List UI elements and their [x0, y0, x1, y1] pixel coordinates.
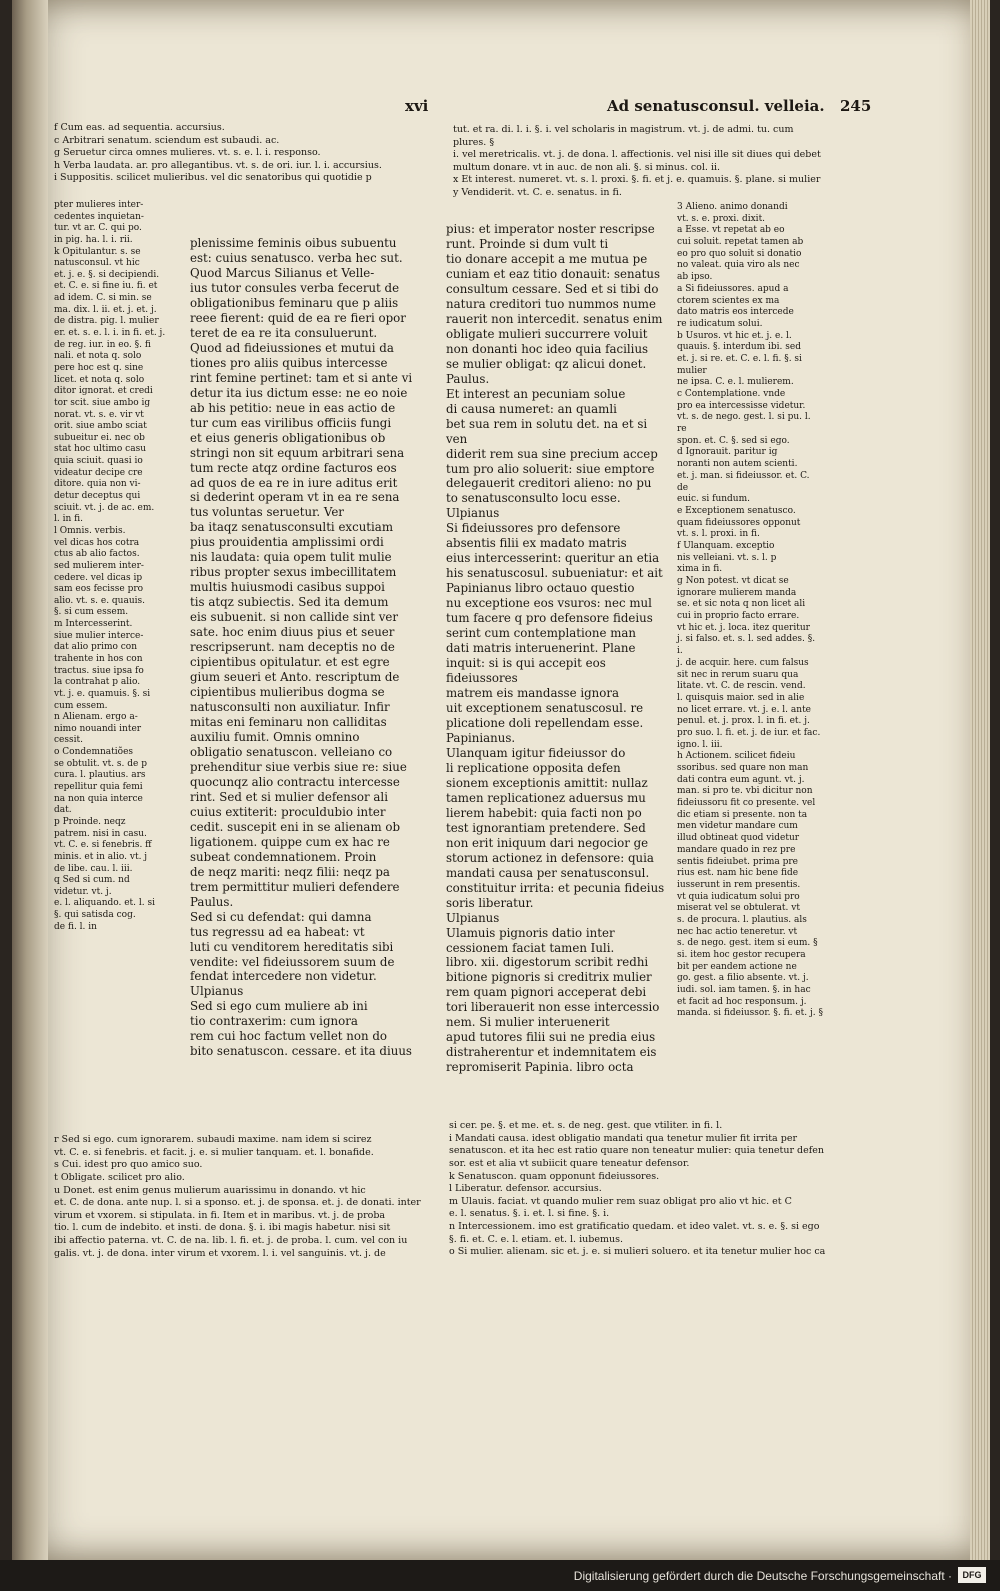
bottom-left-gloss: r Sed si ego. cum ignorarem. subaudi maxime. nam idem si scirez vt. C. e. si fenebris. et facit. j. e. si mulier tanquam. et. l. bonafide. s Cui. idest pro quo amico suo. t Obligate. scilicet pro alio. u Donet. est enim genus mulierum auarissimu in donando. vt hic et. C. de dona. ante nup. l. si a sponso. et. j. de sponsa. et. j. de donati. inter virum et vxorem. si stipulata. in fi. Item et in maribus. vt. j. de proba tio. l. cum de indebito. et insti. de dona. §. i. ibi magis habetur. nisi sit ibi affectio paterna. vt. C. de na. lib. l. fi. et. j. de proba. l. cum. vel con iu galis. vt. j. de dona. inter virum et vxorem. l. i. vel sanguinis. vt. j. de	[54, 1134, 421, 1259]
digitization-footer	[0, 1560, 1000, 1591]
main-text-column-1: plenissime feminis oibus subuentu est: cuius senatusco. verba hec sut. Quod Marcus Silianus et Velle- ius tutor consules verba fecerut de obligationibus feminaru que p aliis reee fierent: quid de ea re fieri opor teret de ea re ita consuluerunt. Quod ad fideiussiones et mutui da tiones pro aliis quibus intercesse rint femine pertinet: tam et si ante vi detur ita ius dictum esse: ne eo noie ab his petitio: neue in eas actio de tur cum eas virilibus officiis fungi et eius generis obligationibus ob stringi non sit equum arbitrari sena tum recte atqz ordine facturos eos ad quos de ea re in iure aditus erit si dederint operam vt in ea re sena tus voluntas seruetur. Ver ba itaqz senatusconsulti excutiam pius prouidentia amplissimi ordi nis laudata: quia opem tulit mulie ribus propter sexus imbecillitatem multis huiusmodi casibus suppoi tis atqz subiectis. Sed ita demum eis subuenit. si non callide sint ver sate. hoc enim diuus pius et seuer rescripserunt. nam deceptis no de cipientibus opitulatur. et est egre gium seueri et Anto. rescriptum de cipientibus mulieribus dogma se natusconsulti non auxiliatur. Infir mitas eni feminaru non calliditas auxiliu fumit. Omnis omnino obligatio senatuscon. velleiano co prehenditur siue verbis siue re: siue quocunqz alio contractu intercesse rint. Sed et si mulier defensor ali cuius extiterit: proculdubio inter cedit. suscepit eni in se alienam ob ligationem. quippe cum ex hac re subeat condemnationem. Proin de neqz mariti: neqz filii: neqz pa trem permittitur mulieri defendere Paulus. Sed si cu defendat: qui damna tus regressu ad ea habeat: vt luti cu venditorem hereditatis sibi vendite: vel fideiussorem suum de fendat intercedere non videtur. Ulpianus Sed si ego cum muliere ab ini tio contraxerim: cum ignora rem cui hoc factum vellet non do bito senatuscon. cessare. et ita diuus	[190, 236, 413, 1059]
left-margin-gloss: pter mulieres inter- cedentes inquietan- tur. vt ar. C. qui po. in pig. ha. l. i. rii. k Opitulantur. s. se natusconsul. vt hic et. j. e. §. si decipiendi. et. C. e. si fine iu. fi. et ad idem. C. si min. se ma. dix. l. ii. et. j. et. j. de distra. pig. l. mulier er. et. s. e. l. i. in fi. et. j. de reg. iur. in eo. §. fi nali. et nota q. solo pere hoc est q. sine licet. et nota q. solo ditor ignorat. et credi tor scit. siue ambo ig norat. vt. s. e. vir vt orit. siue ambo sciat subueitur ei. nec ob stat hoc ultimo casu quia sciuit. quasi io videatur decipe cre ditore. quia non vi- detur deceptus qui sciuit. vt. j. de ac. em. l. in fi. l Omnis. verbis. vel dicas hos cotra ctus ab alio factos. sed mulierem inter- cedere. vel dicas ip sam eos fecisse pro alio. vt. s. e. quauis. §. si cum essem. m Intercesserint. siue mulier interce- dat alio primo con trahente in hos con tractus. siue ipsa fo la contrahat p alio. vt. j. e. quamuis. §. si cum essem. n Alienam. ergo a- nimo nouandi inter cessit. o Condemnatiões se obtulit. vt. s. de p cura. l. plautius. ars repellitur quia femi na non quia interce dat. p Proinde. neqz patrem. nisi in casu. vt. C. e. si fenebris. ff minis. et in alio. vt. j de libe. cau. l. iii. q Sed si cum. nd videtur. vt. j. e. l. aliquando. et. l. si §. qui satisda cog. de fi. l. in	[54, 200, 166, 932]
book-page	[12, 0, 990, 1560]
running-title: Ad senatusconsul. velleia.	[607, 97, 825, 115]
page-number: 245	[840, 97, 872, 115]
top-right-gloss: tut. et ra. di. l. i. §. i. vel scholaris in magistrum. vt. j. de admi. tu. cum plures. § i. vel meretricalis. vt. j. de dona. l. affectionis. vel nisi ille sit diues qui debet multum donare. vt in auc. de non ali. §. si minus. col. ii. x Et interest. numeret. vt. s. l. proxi. §. fi. et j. e. quamuis. §. plane. si mulier y Vendiderit. vt. C. e. senatus. in fi.	[453, 124, 821, 198]
page-gutter	[12, 0, 48, 1560]
main-text-column-2: pius: et imperator noster rescripse runt. Proinde si dum vult ti tio donare accepit a me mutua pe cuniam et eaz titio donauit: senatus consultum cessare. Sed et si tibi do natura creditori tuo nummos nume rauerit non intercedit. senatus enim obligate mulieri succurrere voluit non donanti hoc ideo quia facilius se mulier obligat: qz alicui donet. Paulus. Et interest an pecuniam solue di causa numeret: an quamli bet sua rem in solutu det. na et si ven diderit rem sua sine precium accep tum pro alio soluerit: siue emptore delegauerit creditori alieno: no pu to senatusconsulto locu esse. Ulpianus Si fideiussores pro defensore absentis filii ex madato matris eius intercesserint: queritur an etia his senatuscosul. subueniatur: et ait Papinianus libro octauo questio nu exceptione eos vsuros: nec mul tum facere q pro defensore fideius serint cum contemplatione man dati matris interuenerint. Plane inquit: si is qui accepit eos fideiussores matrem eis mandasse ignora uit exceptionem senatuscosul. re plicatione doli repellendam esse. Papinianus. Ulanquam igitur fideiussor do li replicatione opposita defen sionem exceptionis amittit: nullaz tamen replicationez aduersus mu lierem habebit: quia facti non po test ignorantiam pretendere. Sed non erit iniquum dari negocior ge storum actionez in defensore: quia mandati causa per senatusconsul. constituitur irrita: et pecunia fideius soris liberatur. Ulpianus Ulamuis pignoris datio inter cessionem faciat tamen Iuli. libro. xii. digestorum scribit redhi bitione pignoris si creditrix mulier rem quam pignori acceperat debi tori liberauerit non esse intercessio nem. Si mulier interuenerit apud tutores filii sui ne predia eius distraherentur et indemnitatem eis repromiserit Papinia. libro octa	[446, 222, 665, 1075]
page-fore-edge	[970, 0, 990, 1560]
dfg-logo-icon: DFG	[958, 1567, 986, 1583]
footer-credit-text: Digitalisierung gefördert durch die Deutsche Forschungsgemeinschaft ·	[573, 1569, 952, 1583]
bottom-right-gloss: si cer. pe. §. et me. et. s. de neg. gest. que vtiliter. in fi. l. i Mandati causa. idest obligatio mandati qua tenetur mulier fit irrita per senatuscon. et ita hec est ratio quare non teneatur mulier: quia tenetur defen sor. est et alia vt subiicit quare teneatur defensor. k Senatuscon. quam opponunt fideiussores. l Liberatur. defensor. accursius. m Ulauis. faciat. vt quando mulier rem suaz obligat pro alio vt hic. et C e. l. senatus. §. i. et. l. si fine. §. i. n Intercessionem. imo est gratificatio quedam. et ideo valet. vt. s. e. §. si ego §. fi. et. C. e. l. etiam. et. l. iubemus. o Si mulier. alienam. sic et. j. e. si mulieri soluero. et ita tenetur mulier hoc ca	[449, 1120, 826, 1258]
top-left-gloss: f Cum eas. ad sequentia. accursius. c Arbitrari senatum. sciendum est subaudi. ac. g Seruetur circa omnes mulieres. vt. s. e. l. i. responso. h Verba laudata. ar. pro allegantibus. vt. s. de ori. iur. l. i. accursius. i Suppositis. scilicet mulieribus. vel dic senatoribus qui quotidie p	[54, 122, 382, 184]
right-margin-gloss: 3 Alieno. animo donandi vt. s. e. proxi. dixit. a Esse. vt repetat ab eo cui soluit. repetat tamen ab eo pro quo soluit si donatio no valeat. quia viro als nec ab ipso. a Si fideiussores. apud a ctorem scientes ex ma dato matris eos intercede re iudicatum solui. b Usuros. vt hic et. j. e. l. quauis. §. interdum ibi. sed et. j. si re. et. C. e. l. fi. §. si mulier ne ipsa. C. e. l. mulierem. c Contemplatione. vnde pro ea intercessisse videtur. vt. s. de nego. gest. l. si pu. l. re spon. et. C. §. sed si ego. d Ignorauit. paritur ig noranti non autem scienti. et. j. man. si fideiussor. et. C. de euic. si fundum. e Exceptionem senatusco. quam fideiussores opponut vt. s. l. proxi. in fi. f Ulanquam. exceptio nis velleiani. vt. s. l. p xima in fi. g Non potest. vt dicat se ignorare mulierem manda se. et sic nota q non licet ali cui in proprio facto errare. vt hic et. j. loca. itez queritur j. si falso. et. s. l. sed addes. §. i. j. de acquir. here. cum falsus sit nec in rerum suaru qua litate. vt. C. de rescin. vend. l. quisquis maior. sed in alie no licet errare. vt. j. e. l. ante penul. et. j. prox. l. in fi. et. j. pro suo. l. fi. et. j. de iur. et fac. igno. l. iii. h Actionem. scilicet fideiu ssoribus. sed quare non man dati contra eum agunt. vt. j. man. si pro te. vbi dicitur non fideiussoru fit co presente. vel dic etiam si presente. non ta men videtur mandare cum illud obtineat quod videtur mandare quado in rez pre sentis fideiubet. prima pre rius est. nam hic bene fide iusserunt in rem presentis. vt quia iudicatum solui pro miserat vel se obtulerat. vt s. de procura. l. plautius. als nec hac actio teneretur. vt s. de nego. gest. item si eum. § si. item hoc gestor recupera bit per eandem actione ne go. gest. a filio absente. vt. j. iudi. sol. iam tamen. §. in hac et facit ad hoc responsum. j. manda. si fideiussor. §. fi. et. j. §	[677, 202, 823, 1019]
folio-signature: xvi	[405, 97, 429, 115]
